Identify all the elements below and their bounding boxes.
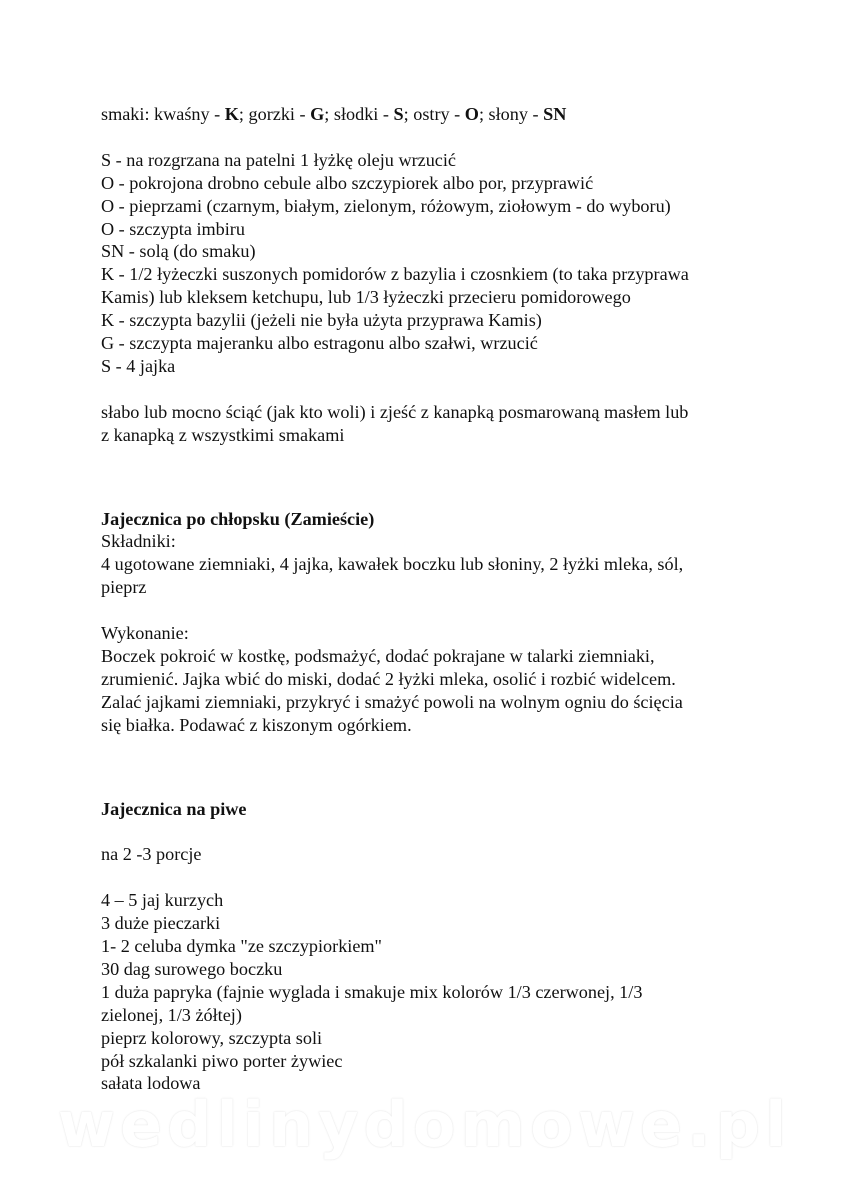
text-line: 1- 2 celuba dymka "ze szczypiorkiem" <box>101 936 382 957</box>
text-line: 4 ugotowane ziemniaki, 4 jajka, kawałek boczku lub słoniny, 2 łyżki mleka, sól, <box>101 554 684 575</box>
recipe3 <box>101 798 781 1096</box>
text-line: S - na rozgrzana na patelni 1 łyżkę oleju wrzucić <box>101 149 457 170</box>
recipe2 <box>101 508 781 737</box>
text-line: pół szkalanki piwo porter żywiec <box>101 1050 343 1071</box>
document-page <box>101 103 781 1095</box>
watermark: wedlinydomowe.pl <box>57 1088 792 1161</box>
text-line: K - 1/2 łyżeczki suszonych pomidorów z bazylia i czosnkiem (to taka przyprawa <box>101 264 689 285</box>
text-line: pieprz kolorowy, szczypta soli <box>101 1027 323 1048</box>
text-line: Boczek pokroić w kostkę, podsmażyć, dodać pokrajane w talarki ziemniaki, <box>101 645 655 666</box>
text-line: O - pieprzami (czarnym, białym, zielonym, różowym, ziołowym - do wyboru) <box>101 195 671 216</box>
text-line: O - pokrojona drobno cebule albo szczypiorek albo por, przyprawić <box>101 172 594 193</box>
text-line: 4 – 5 jaj kurzych <box>101 890 224 911</box>
text-line: Kamis) lub kleksem ketchupu, lub 1/3 łyżeczki przecieru pomidorowego <box>101 287 631 308</box>
text-line: Zalać jajkami ziemniaki, przykryć i smażyć powoli na wolnym ogniu do ścięcia <box>101 691 683 712</box>
text-line: 30 dag surowego boczku <box>101 958 283 979</box>
text-line: zrumienić. Jajka wbić do miski, dodać 2 łyżki mleka, osolić i rozbić widelcem. <box>101 668 676 689</box>
text-line: K - szczypta bazylii (jeżeli nie była użyta przyprawa Kamis) <box>101 310 542 331</box>
text-line: zielonej, 1/3 żółtej) <box>101 1004 242 1025</box>
text-line: 1 duża papryka (fajnie wyglada i smakuje mix kolorów 1/3 czerwonej, 1/3 <box>101 981 643 1002</box>
text-line: pieprz <box>101 577 147 598</box>
text-line: sałata lodowa <box>101 1073 201 1094</box>
portions: na 2 -3 porcje <box>101 844 202 865</box>
text-line: słabo lub mocno ściąć (jak kto woli) i zjeść z kanapką posmarowaną masłem lub <box>101 401 689 422</box>
text-line: O - szczypta imbiru <box>101 218 245 239</box>
ingredients-label: Składniki: <box>101 531 176 552</box>
text-line: S - 4 jajka <box>101 355 176 376</box>
text-line: G - szczypta majeranku albo estragonu albo szałwi, wrzucić <box>101 333 538 354</box>
recipe1-closing <box>101 401 781 447</box>
text-line: SN - solą (do smaku) <box>101 241 256 262</box>
recipe1-steps <box>101 149 781 378</box>
text-line: z kanapką z wszystkimi smakami <box>101 424 345 445</box>
recipe3-title: Jajecznica na piwe <box>101 798 247 819</box>
text-line: 3 duże pieczarki <box>101 913 221 934</box>
method-label: Wykonanie: <box>101 623 189 644</box>
text-line: się białka. Podawać z kiszonym ogórkiem. <box>101 714 412 735</box>
recipe2-title: Jajecznica po chłopsku (Zamieście) <box>101 508 375 529</box>
flavors-legend: smaki: kwaśny - K; gorzki - G; słodki - S; ostry - O; słony - SN <box>101 104 567 124</box>
